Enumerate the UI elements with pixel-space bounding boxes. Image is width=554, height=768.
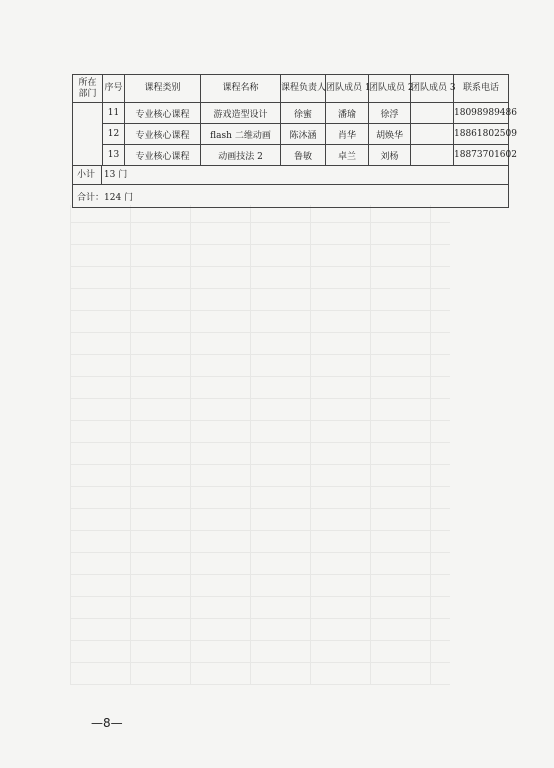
- cell-member-1: 卓兰: [326, 145, 369, 166]
- header-member-2: 团队成员 2: [369, 75, 411, 103]
- table-row: [73, 103, 509, 124]
- subtotal-value: 13 门: [101, 166, 127, 184]
- cell-seq: 13: [103, 145, 125, 166]
- header-category: 课程类别: [125, 75, 201, 103]
- header-phone: 联系电话: [454, 75, 509, 103]
- show-through-grid: [70, 205, 450, 685]
- cell-category: 专业核心课程: [125, 124, 201, 145]
- cell-name: 游戏造型设计: [201, 103, 281, 124]
- cell-lead: 陈沐涵: [281, 124, 326, 145]
- subtotal-row: [73, 166, 509, 185]
- header-row: [73, 75, 509, 103]
- total-row: [73, 185, 509, 208]
- cell-name: 动画技法 2: [201, 145, 281, 166]
- cell-category: 专业核心课程: [125, 103, 201, 124]
- cell-member-3: [411, 124, 454, 145]
- cell-seq: 12: [103, 124, 125, 145]
- cell-seq: 11: [103, 103, 125, 124]
- cell-name: flash 二维动画: [201, 124, 281, 145]
- header-seq: 序号: [103, 75, 125, 103]
- cell-member-2: 胡焕华: [369, 124, 411, 145]
- total-cell: 合计：124 门: [73, 185, 509, 208]
- cell-member-2: 刘杨: [369, 145, 411, 166]
- subtotal-label: 小计: [77, 170, 96, 180]
- header-lead: 课程负责人: [281, 75, 326, 103]
- cell-member-1: 潘瑜: [326, 103, 369, 124]
- header-name: 课程名称: [201, 75, 281, 103]
- header-member-1: 团队成员 1: [326, 75, 369, 103]
- page-number: —8—: [91, 716, 123, 730]
- cell-lead: 鲁敏: [281, 145, 326, 166]
- table-row: [73, 124, 509, 145]
- cell-lead: 徐蜜: [281, 103, 326, 124]
- cell-phone: 18861802509: [454, 124, 509, 145]
- cell-member-3: [411, 103, 454, 124]
- header-dept: 所在部门: [73, 75, 103, 103]
- cell-member-2: 徐浮: [369, 103, 411, 124]
- header-member-3: 团队成员 3: [411, 75, 454, 103]
- course-table: [72, 74, 517, 208]
- dept-cell: [73, 103, 103, 166]
- cell-member-3: [411, 145, 454, 166]
- cell-member-1: 肖华: [326, 124, 369, 145]
- table-row: [73, 145, 509, 166]
- cell-phone: 18873701602: [454, 145, 509, 166]
- cell-category: 专业核心课程: [125, 145, 201, 166]
- cell-phone: 18098989486: [454, 103, 509, 124]
- subtotal-cell: [73, 166, 509, 185]
